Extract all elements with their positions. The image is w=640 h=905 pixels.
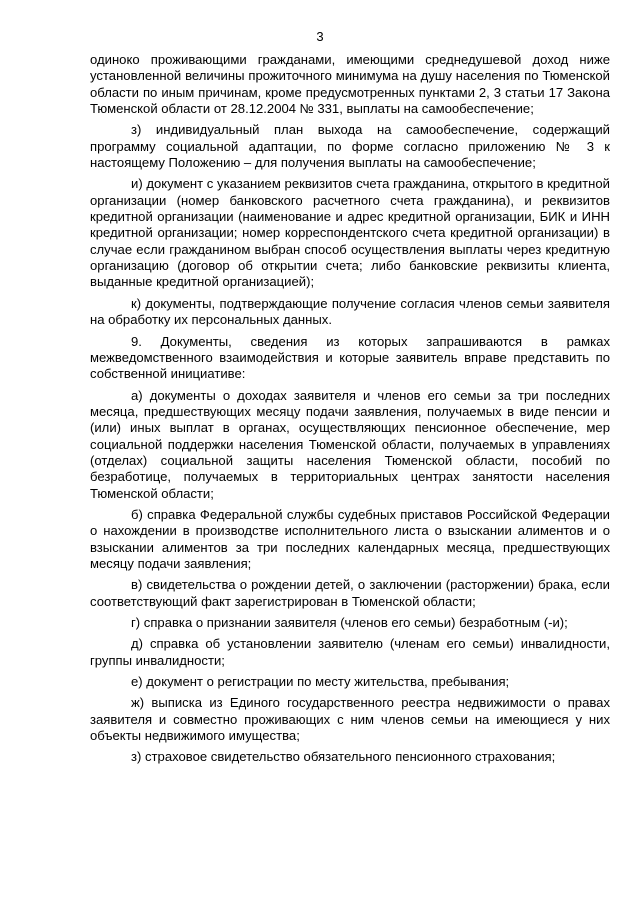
paragraph-clause-9: 9. Документы, сведения из которых запрашиваются в рамках межведомственного взаимодействия и которые заявитель вправе представить по собственной инициативе: (90, 333, 610, 382)
document-body (90, 52, 610, 771)
paragraph-item-i-bank-details: и) документ с указанием реквизитов счета гражданина, открытого в кредитной организации (номер банковского расчетного счета гражданина), и реквизитов кредитной организации (наименование и адрес кредитной организации, БИК и ИНН кредитной организации; номер корреспондентского счета кредитной организации) в случае если гражданином выбран способ осуществления выплаты через кредитную организацию (договор об открытии счета; либо банковские реквизиты клиента, выданные кредитной организацией); (90, 176, 610, 290)
paragraph-continuation: одиноко проживающими гражданами, имеющими среднедушевой доход ниже установленной величины прожиточного минимума на душу населения по Тюменской области по иным причинам, кроме предусмотренных пунктами 2, 3 статьи 17 Закона Тюменской области от 28.12.2004 № 331, выплаты на самообеспечение; (90, 52, 610, 117)
paragraph-item-z-pension-insurance: з) страховое свидетельство обязательного пенсионного страхования; (131, 749, 556, 765)
paragraph-item-a-income-documents: а) документы о доходах заявителя и членов его семьи за три последних месяца, предшествующих месяцу подачи заявления, получаемых в виде пенсии и (или) иных выплат в органах, осуществляющих пенсионное обеспечение, мер социальной поддержки населения Тюменской области, получаемых в управлениях (отделах) социальной защиты населения Тюменской области, пособий по безработице, получаемых в территориальных центрах занятости населения Тюменской области; (90, 387, 610, 501)
paragraph-item-d-disability-certificate: д) справка об установлении заявителю (членам его семьи) инвалидности, группы инвалидности; (90, 636, 610, 668)
paragraph-item-k-consent-documents: к) документы, подтверждающие получение согласия членов семьи заявителя на обработку их персональных данных. (90, 295, 610, 328)
paragraph-item-e-registration-document: е) документ о регистрации по месту жительства, пребывания; (131, 674, 510, 690)
paragraph-item-z-self-sufficiency-plan: з) индивидуальный план выхода на самообеспечение, содержащий программу социальной адаптации, по форме согласно приложению № 3 к настоящему Положению – для получения выплаты на самообеспечение; (90, 122, 610, 171)
paragraph-item-g-unemployment-certificate: г) справка о признании заявителя (членов его семьи) безработным (-и); (131, 615, 568, 630)
page-number: 3 (316, 29, 324, 44)
paragraph-item-zh-real-estate-extract: ж) выписка из Единого государственного реестра недвижимости о правах заявителя и совместно проживающих с ним членов семьи на имеющиеся у них объекты недвижимого имущества; (90, 695, 610, 744)
paragraph-item-v-birth-marriage-certificates: в) свидетельства о рождении детей, о заключении (расторжении) брака, если соответствующий факт зарегистрирован в Тюменской области; (90, 577, 610, 609)
paragraph-item-b-bailiff-certificate: б) справка Федеральной службы судебных приставов Российской Федерации о нахождении в производстве исполнительного листа о взыскании алиментов и о взыскании алиментов за три последних календарных месяца, предшествующих месяцу подачи заявления; (90, 506, 610, 571)
